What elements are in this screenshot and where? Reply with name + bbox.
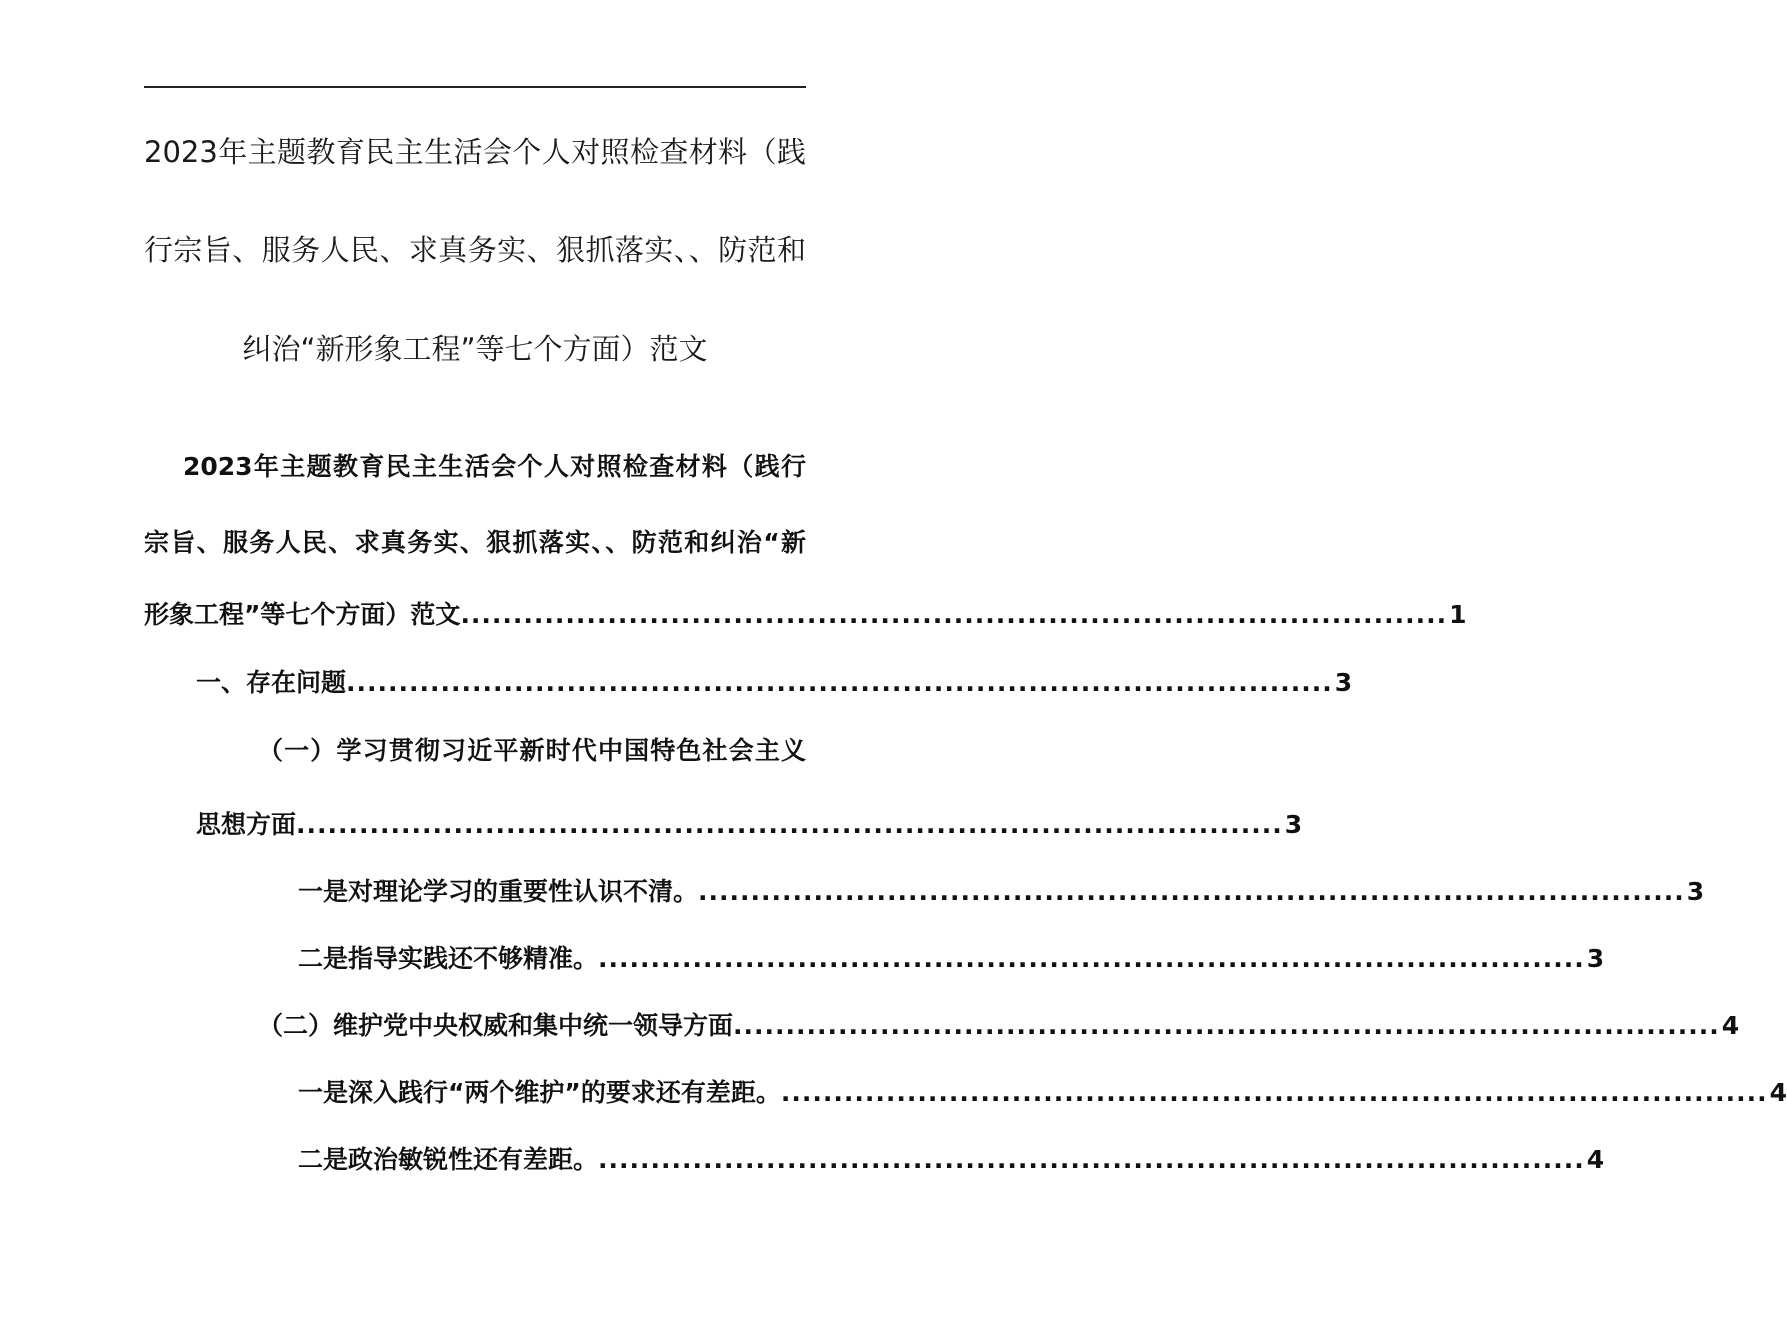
toc-item-label: 一是对理论学习的重要性认识不清。 <box>298 877 699 906</box>
toc-sub-1-item-2[interactable] <box>298 942 1605 976</box>
toc-section-1[interactable] <box>196 666 1353 700</box>
toc-page-number: 3 <box>1686 877 1705 906</box>
toc-sub-1-line-1[interactable]: （一）学习贯彻习近平新时代中国特色社会主义 <box>258 736 806 765</box>
toc-main-line-1[interactable]: 2023年主题教育民主生活会个人对照检查材料（践行 <box>183 452 806 481</box>
toc-item-label: 一是深入践行“两个维护”的要求还有差距。 <box>298 1078 781 1107</box>
dot-leader: .............................................................................................. <box>733 1011 1720 1040</box>
toc-item-label: 二是指导实践还不够精准。 <box>298 944 599 973</box>
toc-sub-2-item-1[interactable] <box>298 1076 1787 1110</box>
toc-section-1-label: 一、存在问题 <box>196 668 347 697</box>
dot-leader: .............................................................................................. <box>346 668 1333 697</box>
dot-leader: .............................................................................................. <box>598 1145 1585 1174</box>
toc-page-number: 3 <box>1586 944 1605 973</box>
toc-sub-2[interactable] <box>258 1009 1740 1043</box>
toc-main-line-2[interactable]: 宗旨、服务人民、求真务实、狠抓落实、、防范和纠治“新 <box>144 528 806 557</box>
toc-sub-1-line-2: 思想方面 <box>196 810 297 839</box>
toc-sub-2-label: （二）维护党中央权威和集中统一领导方面 <box>258 1011 734 1040</box>
toc-item-label: 二是政治敏锐性还有差距。 <box>298 1145 599 1174</box>
dot-leader: .............................................................................................. <box>598 944 1585 973</box>
toc-main-entry[interactable] <box>144 598 1467 632</box>
dot-leader: .............................................................................................. <box>296 810 1283 839</box>
document-title-line-2: 行宗旨、服务人民、求真务实、狠抓落实、、防范和 <box>144 233 806 267</box>
toc-page-number: 1 <box>1449 600 1467 629</box>
toc-page-number: 3 <box>1284 810 1303 839</box>
toc-page-number: 4 <box>1586 1145 1605 1174</box>
toc-sub-1-item-1[interactable] <box>298 875 1705 909</box>
dot-leader: .............................................................................................. <box>780 1078 1768 1107</box>
toc-main-line-3: 形象工程”等七个方面）范文 <box>144 600 461 629</box>
document-title-line-3: 纠治“新形象工程”等七个方面）范文 <box>242 332 708 366</box>
dot-leader: .............................................................................................. <box>698 877 1685 906</box>
toc-sub-2-item-2[interactable] <box>298 1143 1605 1177</box>
document-title-line-1: 2023年主题教育民主生活会个人对照检查材料（践 <box>144 135 806 169</box>
dot-leader: .............................................................................................. <box>460 600 1448 629</box>
toc-sub-1[interactable] <box>196 808 1303 842</box>
header-rule <box>144 86 806 88</box>
toc-page-number: 3 <box>1334 668 1353 697</box>
toc-page-number: 4 <box>1721 1011 1740 1040</box>
toc-page-number: 4 <box>1769 1078 1787 1107</box>
